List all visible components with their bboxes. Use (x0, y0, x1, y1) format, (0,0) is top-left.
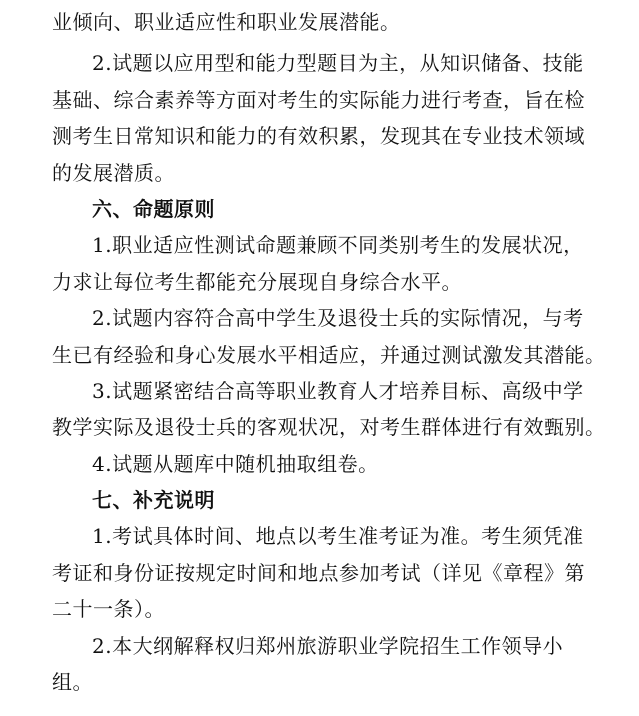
paragraph-item (52, 373, 639, 446)
paragraph-item (52, 300, 639, 373)
text-line: 生已有经验和身心发展水平相适应，并通过测试激发其潜能。 (52, 342, 606, 367)
text-line: 二十一条）。 (52, 597, 165, 622)
text-line: 教学实际及退役士兵的客观状况，对考生群体进行有效甄别。 (52, 415, 606, 440)
paragraph-item (52, 227, 639, 300)
text-line: 考证和身份证按规定时间和地点参加考试（详见《章程》第 (52, 560, 585, 585)
section-heading-seven: 七、补充说明 (92, 488, 215, 513)
intro-paragraph (52, 4, 639, 40)
text-line: 2.试题内容符合高中学生及退役士兵的实际情况，与考 (92, 306, 584, 331)
text-line: 基础、综合素养等方面对考生的实际能力进行考查，旨在检 (52, 87, 585, 112)
text-line: 4.试题从题库中随机抽取组卷。 (92, 451, 379, 476)
text-line: 的发展潜质。 (52, 160, 175, 185)
text-line: 测考生日常知识和能力的有效积累，发现其在专业技术领域 (52, 124, 585, 149)
text-line: 力求让每位考生都能充分展现自身综合水平。 (52, 269, 462, 294)
text-line: 3.试题紧密结合高等职业教育人才培养目标、高级中学 (92, 378, 584, 403)
paragraph-item (52, 518, 639, 627)
text-line: 2.本大纲解释权归郑州旅游职业学院招生工作领导小 (92, 633, 564, 658)
section-heading-six: 六、命题原则 (92, 196, 215, 221)
text-line: 2.试题以应用型和能力型题目为主，从知识储备、技能 (92, 51, 584, 76)
paragraph-item (52, 446, 639, 482)
paragraph-item (52, 628, 639, 701)
text-line: 组。 (52, 670, 93, 695)
paragraph-item (52, 45, 639, 191)
text-line: 1.考试具体时间、地点以考生准考证为准。考生须凭准 (92, 524, 584, 549)
text-line: 业倾向、职业适应性和职业发展潜能。 (52, 10, 401, 34)
text-line: 1.职业适应性测试命题兼顾不同类别考生的发展状况， (92, 233, 584, 258)
